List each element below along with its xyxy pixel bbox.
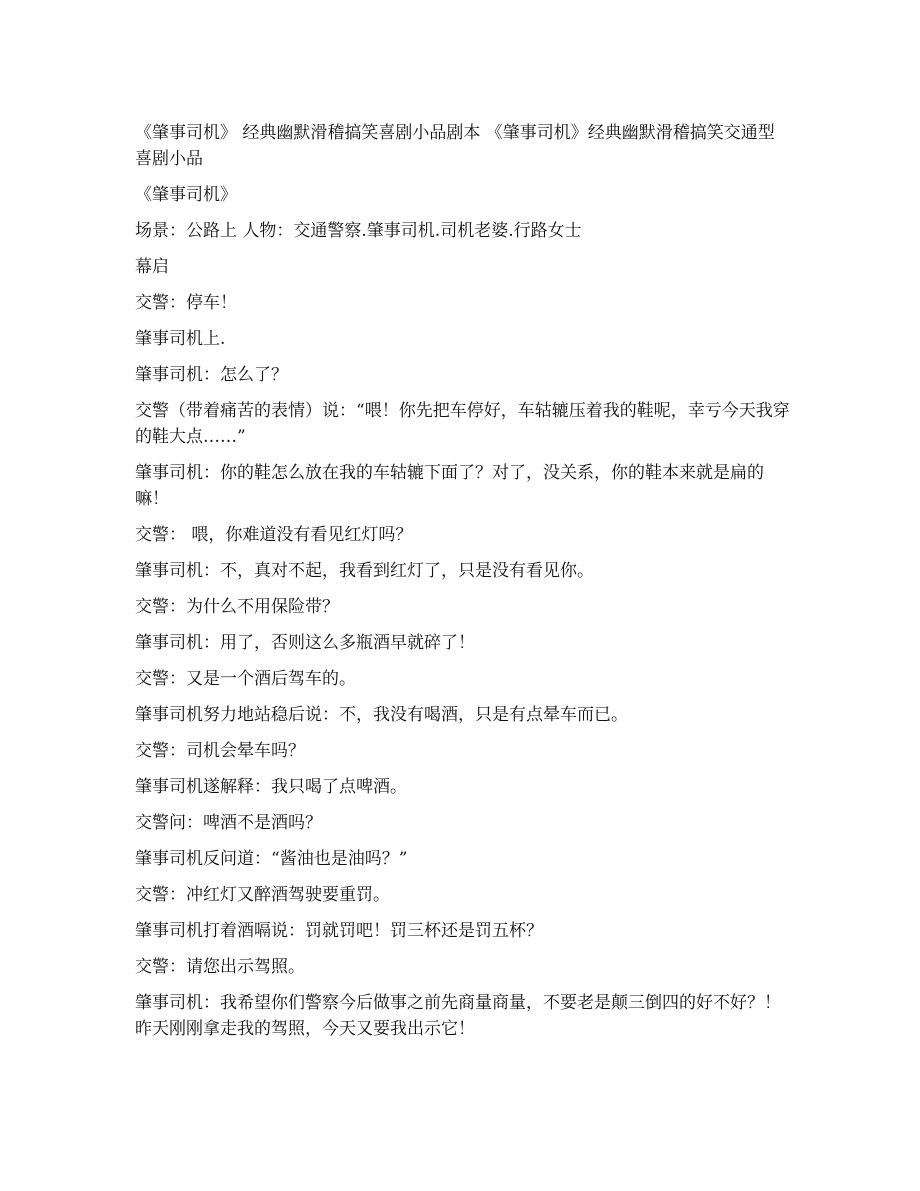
paragraph: 肇事司机：怎么了？ xyxy=(135,365,288,385)
paragraph: 交警：又是一个酒后驾车的。 xyxy=(135,669,356,689)
paragraph: 肇事司机打着酒嗝说：罚就罚吧！罚三杯还是罚五杯？ xyxy=(135,921,543,941)
paragraph: 交警：为什么不用保险带？ xyxy=(135,597,339,617)
paragraph: 肇事司机：不，真对不起，我看到红灯了，只是没有看见你。 xyxy=(135,561,594,581)
paragraph: 场景：公路上 人物：交通警察.肇事司机.司机老婆.行路女士 xyxy=(135,221,582,241)
paragraph: 肇事司机反问道：“酱油也是油吗？” xyxy=(135,849,408,869)
paragraph: 交警： 喂，你难道没有看见红灯吗？ xyxy=(135,525,413,545)
document-title: 《肇事司机》 经典幽默滑稽搞笑喜剧小品剧本 《肇事司机》经典幽默滑稽搞笑交通型喜剧小品 xyxy=(135,123,775,169)
paragraph: 肇事司机上. xyxy=(135,329,226,349)
paragraph: 交警：请您出示驾照。 xyxy=(135,957,305,977)
paragraph: 交警：司机会晕车吗？ xyxy=(135,741,305,761)
paragraph: 《肇事司机》 xyxy=(135,185,237,205)
paragraph: 交警问：啤酒不是酒吗？ xyxy=(135,813,322,833)
paragraph: 交警（带着痛苦的表情）说：“喂！你先把车停好，车轱辘压着我的鞋呢，幸亏今天我穿的鞋大点……” xyxy=(135,401,790,447)
paragraph: 幕启 xyxy=(135,257,169,277)
paragraph: 交警：冲红灯又醉酒驾驶要重罚。 xyxy=(135,885,390,905)
paragraph: 肇事司机：我希望你们警察今后做事之前先商量商量，不要老是颠三倒四的好不好？！昨天刚刚拿走我的驾照，今天又要我出示它！ xyxy=(135,993,781,1039)
paragraph: 肇事司机：你的鞋怎么放在我的车轱辘下面了？对了，没关系，你的鞋本来就是扁的嘛！ xyxy=(135,463,764,509)
paragraph: 肇事司机遂解释：我只喝了点啤酒。 xyxy=(135,777,407,797)
document-body xyxy=(135,120,790,1052)
paragraph: 肇事司机：用了，否则这么多瓶酒早就碎了！ xyxy=(135,633,475,653)
paragraph: 交警：停车！ xyxy=(135,293,237,313)
paragraph: 肇事司机努力地站稳后说：不，我没有喝酒，只是有点晕车而已。 xyxy=(135,705,628,725)
